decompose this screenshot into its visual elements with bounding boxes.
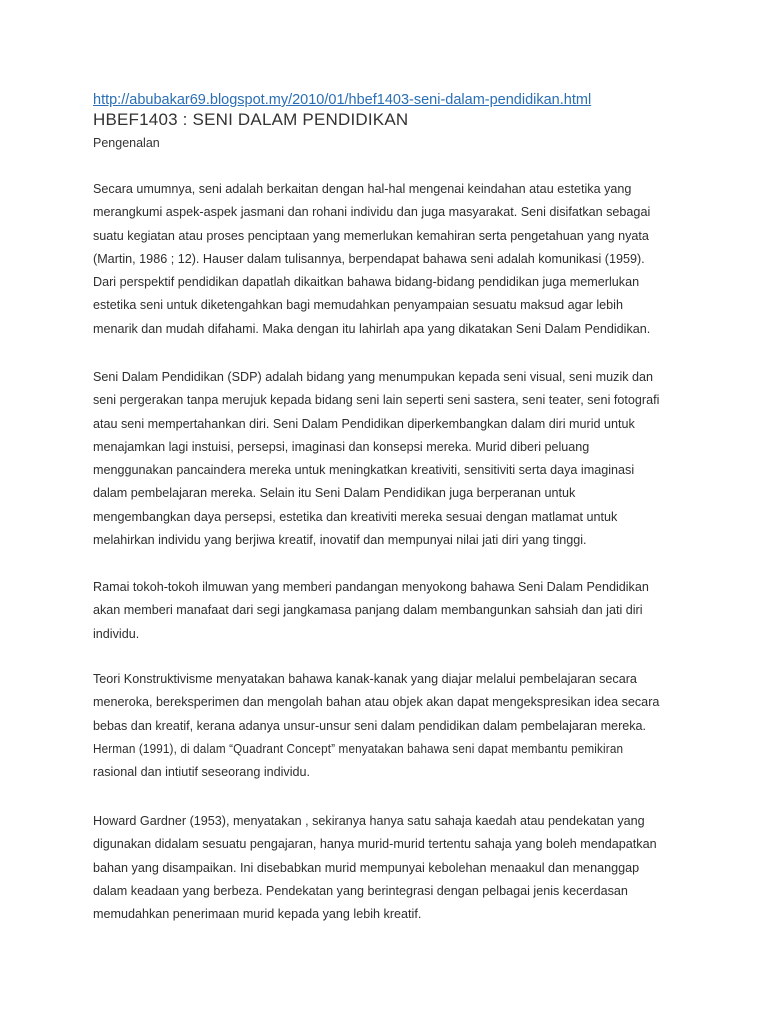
- paragraph-line: dalam keadaan yang berbeza. Pendekatan yang berintegrasi dengan pelbagai jenis kecerdasan: [93, 883, 628, 898]
- paragraph-line: Ramai tokoh-tokoh ilmuwan yang memberi pandangan menyokong bahawa Seni Dalam Pendidikan: [93, 580, 649, 594]
- paragraph-line: bebas dan kreatif, kerana adanya unsur-unsur seni dalam pendidikan dalam pembelajaran mereka.: [93, 718, 647, 733]
- paragraph-line: menggunakan pancaindera mereka untuk meningkatkan kreativiti, sensitiviti serta daya imaginasi: [93, 463, 635, 478]
- paragraph-line: Herman (1991), di dalam “Quadrant Concept” menyatakan bahawa seni dapat membantu pemikiran: [93, 741, 624, 756]
- paragraph-line: meneroka, bereksperimen dan mengolah bahan atau objek akan dapat mengekspresikan idea secara: [93, 695, 660, 710]
- paragraph-line: digunakan didalam sesuatu pengajaran, hanya murid-murid tertentu sahaja yang boleh mendapatkan: [93, 837, 657, 852]
- paragraph-line: merangkumi aspek-aspek jasmani dan rohani individu dan juga masyarakat. Seni disifatkan sebagai: [93, 205, 651, 220]
- paragraph-5: [93, 810, 693, 926]
- paragraph-line: menarik dan mudah difahami. Maka dengan itu lahirlah apa yang dikatakan Seni Dalam Pendidikan.: [93, 321, 651, 336]
- paragraph-line: Teori Konstruktivisme menyatakan bahawa kanak-kanak yang diajar melalui pembelajaran secara: [93, 672, 637, 686]
- paragraph-line: mengembangkan daya persepsi, estetika dan kreativiti mereka sesuai dengan matlamat untuk: [93, 509, 618, 524]
- source-link[interactable]: http://abubakar69.blogspot.my/2010/01/hbef1403-seni-dalam-pendidikan.html: [93, 92, 592, 108]
- paragraph-line: akan memberi manafaat dari segi jangkamasa panjang dalam membangunkan sahsiah dan jati diri: [93, 603, 643, 618]
- paragraph-line: Seni Dalam Pendidikan (SDP) adalah bidang yang menumpukan kepada seni visual, seni muzik dan: [93, 370, 654, 384]
- paragraph-2: [93, 366, 693, 552]
- paragraph-line: (Martin, 1986 ; 12). Hauser dalam tulisannya, berpendapat bahawa seni adalah komunikasi (1959).: [93, 251, 645, 266]
- paragraph-line: bahan yang disampaikan. Ini disebabkan murid mempunyai kebolehan menaakul dan menanggap: [93, 860, 640, 875]
- paragraph-line: estetika seni untuk diketengahkan bagi memudahkan penyampaian sesuatu maksud agar lebih: [93, 298, 623, 313]
- paragraph-line: memudahkan penerimaan murid kepada yang lebih kreatif.: [93, 907, 422, 922]
- paragraph-line: suatu kegiatan atau proses penciptaan yang memerlukan kemahiran serta pengetahuan yang nyata: [93, 228, 649, 243]
- section-label-pengenalan: Pengenalan: [93, 136, 160, 150]
- paragraph-4: [93, 668, 693, 784]
- paragraph-line: melahirkan individu yang berjiwa kreatif, inovatif dan mempunyai nilai jati diri yang tinggi.: [93, 533, 587, 548]
- paragraph-line: dalam pembelajaran mereka. Selain itu Seni Dalam Pendidikan juga berperanan untuk: [93, 486, 576, 501]
- paragraph-line: individu.: [93, 626, 140, 641]
- paragraph-3: [93, 576, 693, 646]
- document-title: HBEF1403 : SENI DALAM PENDIDIKAN: [93, 110, 409, 129]
- paragraph-1: [93, 178, 693, 341]
- paragraph-line: rasional dan intiutif seseorang individu.: [93, 765, 311, 780]
- paragraph-line: atau seni mempertahankan diri. Seni Dalam Pendidikan diperkembangkan dalam diri murid untuk: [93, 416, 635, 431]
- paragraph-line: Secara umumnya, seni adalah berkaitan dengan hal-hal mengenai keindahan atau estetika yang: [93, 182, 632, 196]
- paragraph-line: menajamkan lagi instuisi, persepsi, imaginasi dan konsepsi mereka. Murid diberi peluang: [93, 439, 590, 454]
- paragraph-line: Howard Gardner (1953), menyatakan , sekiranya hanya satu sahaja kaedah atau pendekatan yang: [93, 814, 645, 828]
- paragraph-line: seni pergerakan tanpa merujuk kepada bidang seni lain seperti seni sastera, seni teater, seni fotografi: [93, 393, 660, 408]
- paragraph-line: Dari perspektif pendidikan dapatlah dikaitkan bahawa bidang-bidang pendidikan juga memerlukan: [93, 275, 640, 290]
